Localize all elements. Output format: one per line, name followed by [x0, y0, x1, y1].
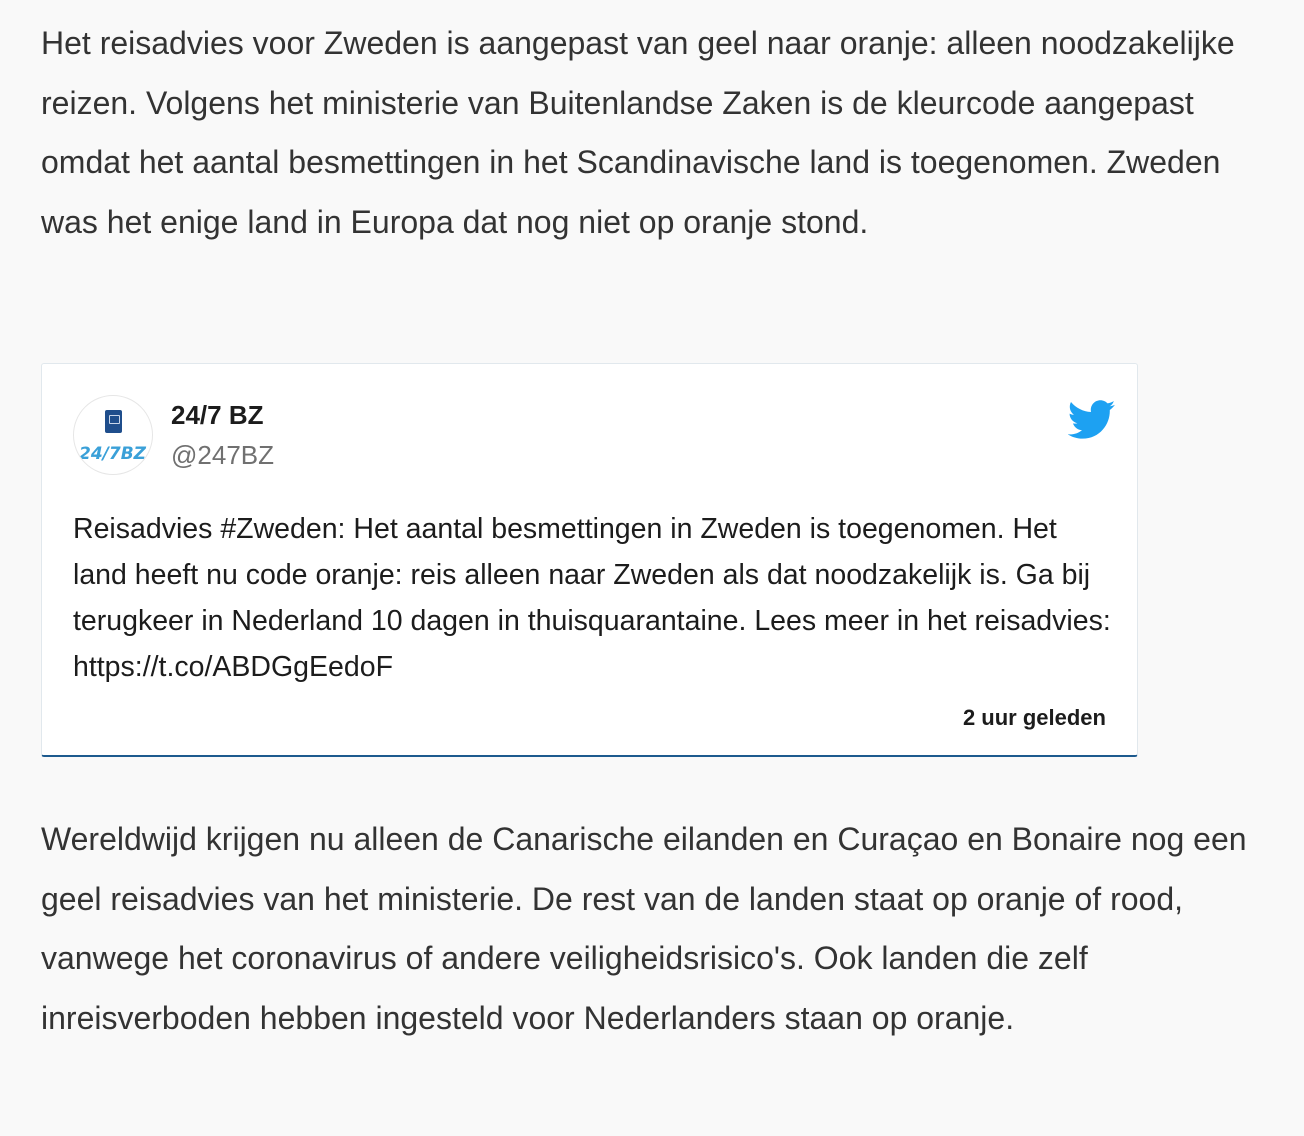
government-emblem-icon [105, 410, 122, 433]
twitter-bird-icon[interactable] [1068, 400, 1116, 440]
article-paragraph-1: Het reisadvies voor Zweden is aangepast van geel naar oranje: alleen noodzakelijke reizen. Volgens het ministerie van Buitenlandse Zaken is de kleurcode aangepast omdat het aantal besmettingen in het Scandinavische land is toegenomen. Zweden was het enige land in Europa dat nog niet op oranje stond. [41, 25, 1235, 240]
tweet-handle[interactable]: @247BZ [171, 440, 274, 470]
avatar[interactable] [73, 395, 153, 475]
tweet-text: Reisadvies #Zweden: Het aantal besmettingen in Zweden is toegenomen. Het land heeft nu code oranje: reis alleen naar Zweden als dat noodzakelijk is. Ga bij terugkeer in Nederland 10 dagen in thuisquarantaine. Lees meer in het reisadvies: https://t.co/ABDGgEedoF [73, 513, 1111, 683]
embedded-tweet[interactable] [41, 363, 1138, 757]
tweet-display-name[interactable]: 24/7 BZ [171, 400, 264, 430]
article-paragraph-2: Wereldwijd krijgen nu alleen de Canarische eilanden en Curaçao en Bonaire nog een geel reisadvies van het ministerie. De rest van de landen staat op oranje of rood, vanwege het coronavirus of andere veiligheidsrisico's. Ook landen die zelf inreisverboden hebben ingesteld voor Nederlanders staan op oranje. [41, 821, 1247, 1036]
avatar-logo-text: 24/7BZ [79, 444, 146, 464]
tweet-timestamp[interactable]: 2 uur geleden [962, 705, 1106, 730]
